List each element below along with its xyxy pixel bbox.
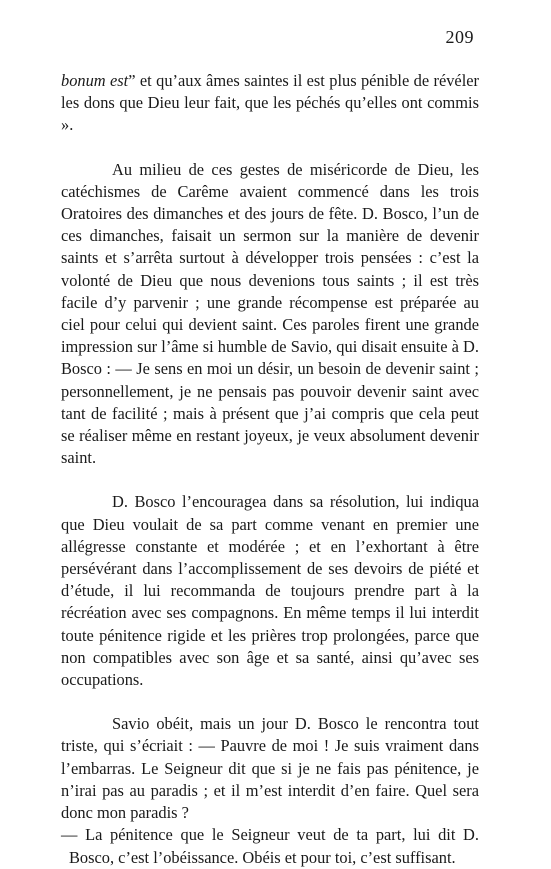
page-number: 209 bbox=[445, 27, 474, 47]
paragraph-sermon: Au milieu de ces gestes de miséricorde de Dieu, les catéchismes de Carême avaient commencé dans les trois Oratoires des dimanches et des jours de fête. D. Bosco, l’un de ces dimanches, faisait un sermon sur la manière de devenir saints et s’arrêta surtout à développer trois pensées : c’est la volonté de Dieu que nous devenions tous saints ; il est très facile d’y parvenir ; une grande récompense est préparée au ciel pour celui qui devient saint. Ces paroles firent une grande impression sur l’âme si humble de Savio, qui disait ensuite à D. Bosco : — Je sens en moi un désir, un besoin de devenir saint ; personnellement, je ne pensais pas pouvoir devenir saint avec tant de facilité ; mais à présent que j’ai compris que cela peut se réaliser même en restant joyeux, je veux absolument devenir saint. bbox=[61, 159, 479, 468]
paragraph-text: ” et qu’aux âmes saintes il est plus pénible de révéler les dons que Dieu leur fait, que les péchés qu’elles ont commis ». bbox=[61, 71, 479, 135]
paragraph-encouragement: D. Bosco l’encouragea dans sa résolution, lui indiqua que Dieu voulait de sa part comme venant en premier une allégresse constante et modérée ; et en l’exhortant à être persévérant dans l’accomplissement de ses devoirs de piété et d’étude, il lui recommanda de toujours prendre part à la récréation avec ses compagnons. En même temps il lui interdit toute pénitence rigide et les prières trop prolongées, parce que non compatibles avec son âge et sa santé, ainsi qu’avec ses occupations. bbox=[61, 492, 479, 690]
page-body bbox=[61, 70, 479, 869]
latin-quote: bonum est bbox=[61, 71, 129, 90]
paragraph-bosco-reply: — La pénitence que le Seigneur veut de ta part, lui dit D. Bosco, c’est l’obéissance. Obéis et pour toi, c’est suffisant. bbox=[61, 825, 479, 867]
paragraph-continuation bbox=[61, 70, 479, 137]
paragraph-savio-obeys: Savio obéit, mais un jour D. Bosco le rencontra tout triste, qui s’écriait : — Pauvre de moi ! Je suis vraiment dans l’embarras. Le Seigneur dit que si je ne fais pas pénitence, je n’irai pas au paradis ; et il m’est interdit d’en faire. Quel sera donc mon paradis ? bbox=[61, 714, 479, 823]
